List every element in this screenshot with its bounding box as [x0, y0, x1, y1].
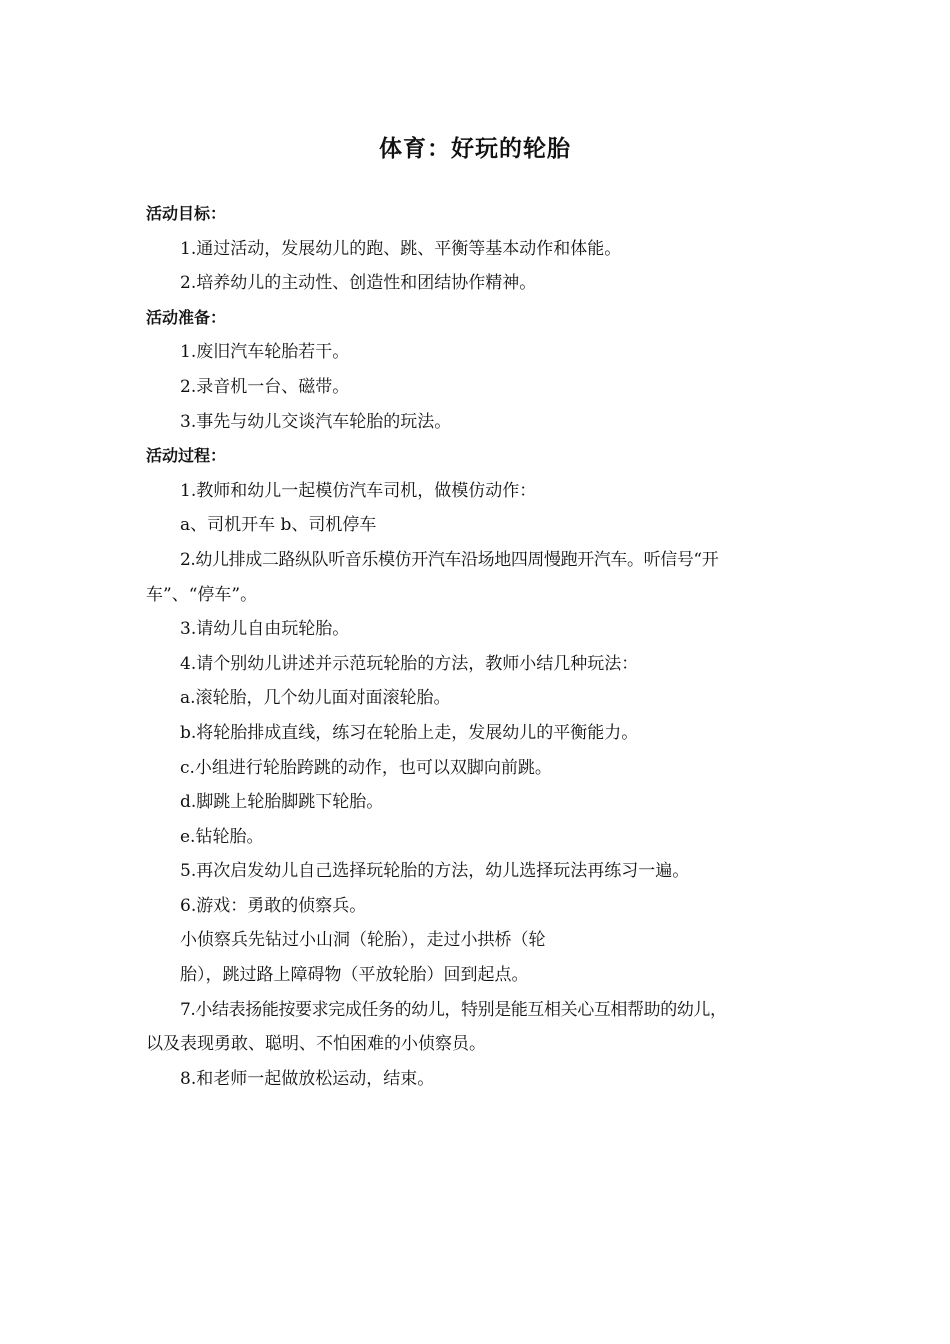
- body-line: 6.游戏：勇敢的侦察兵。: [180, 895, 367, 916]
- body-line: 以及表现勇敢、聪明、不怕困难的小侦察员。: [146, 1034, 486, 1055]
- document-title: 体育：好玩的轮胎: [379, 136, 571, 162]
- section-heading: 活动过程：: [146, 446, 227, 466]
- body-line: 2.幼儿排成二路纵队听音乐模仿开汽车沿场地四周慢跑开汽车。听信号“开: [180, 549, 719, 570]
- document-body: [146, 197, 811, 1096]
- body-line: 8.和老师一起做放松运动，结束。: [180, 1068, 435, 1089]
- body-line: 7.小结表扬能按要求完成任务的幼儿，特别是能互相关心互相帮助的幼儿，: [180, 999, 727, 1020]
- body-line: 1.废旧汽车轮胎若干。: [180, 342, 350, 363]
- body-line: 4.请个别幼儿讲述并示范玩轮胎的方法，教师小结几种玩法：: [180, 653, 639, 674]
- body-line: 胎），跳过路上障碍物（平放轮胎）回到起点。: [180, 965, 529, 986]
- body-line: 车”、“停车”。: [146, 584, 258, 605]
- body-line: b.将轮胎排成直线，练习在轮胎上走，发展幼儿的平衡能力。: [180, 722, 639, 743]
- body-line: 2.录音机一台、磁带。: [180, 376, 350, 397]
- body-line: a.滚轮胎，几个幼儿面对面滚轮胎。: [180, 688, 451, 709]
- body-line: 2.培养幼儿的主动性、创造性和团结协作精神。: [180, 273, 537, 294]
- body-line: d.脚跳上轮胎脚跳下轮胎。: [180, 792, 384, 813]
- body-line: a、司机开车 b、司机停车: [180, 515, 377, 536]
- section-heading: 活动目标：: [146, 204, 227, 223]
- body-line: 3.请幼儿自由玩轮胎。: [180, 619, 350, 640]
- body-line: c.小组进行轮胎跨跳的动作，也可以双脚向前跳。: [180, 757, 552, 778]
- body-line: 5.再次启发幼儿自己选择玩轮胎的方法，幼儿选择玩法再练习一遍。: [180, 861, 690, 882]
- body-line: 1.教师和幼儿一起模仿汽车司机，做模仿动作：: [180, 480, 537, 501]
- body-line: 1.通过活动，发展幼儿的跑、跳、平衡等基本动作和体能。: [180, 238, 622, 259]
- section-heading: 活动准备：: [146, 307, 227, 327]
- body-line: 小侦察兵先钻过小山洞（轮胎），走过小拱桥（轮: [180, 930, 546, 951]
- body-line: e.钻轮胎。: [180, 826, 264, 847]
- body-line: 3.事先与幼儿交谈汽车轮胎的玩法。: [180, 411, 452, 432]
